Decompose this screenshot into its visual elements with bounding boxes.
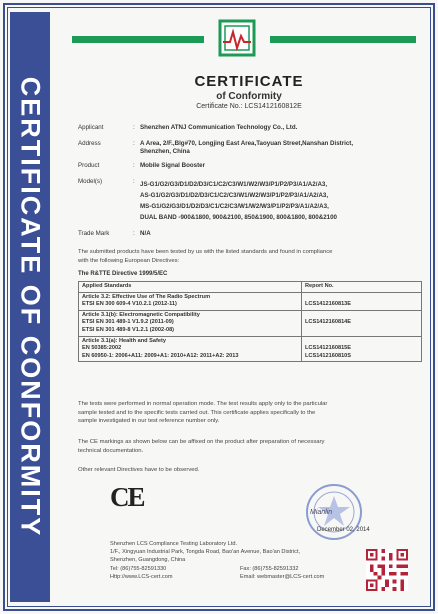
report-number: LCS1412160815E [305, 345, 352, 352]
applicant-label: Applicant [78, 124, 104, 131]
qr-code-icon [365, 549, 409, 591]
lcs-logo-icon [217, 18, 257, 60]
note-line: technical documentation. [78, 447, 144, 454]
note-line: sample investigated in our test reference number only. [78, 418, 220, 425]
signature: Mianlin [310, 509, 333, 516]
certificate-title: CERTIFICATE [194, 73, 304, 90]
directives-note: Other relevant Directives have to be observed. [78, 467, 200, 473]
lab-address-line-1: 1/F., Xingyuan Industrial Park, Tongda Road, Bao'an Avenue, Bao'an District, [110, 549, 301, 555]
ce-note-paragraph [78, 438, 420, 455]
side-banner-text: CERTIFICATE OF CONFORMITY [15, 76, 46, 538]
field-separator: : [133, 178, 135, 185]
table-row [79, 336, 422, 362]
note-line: sample tested and to the specific tests carried out. This certificate applies specifically to the [78, 409, 316, 416]
field-separator: : [133, 124, 135, 131]
intro-line: The submitted products have been tested by us with the listed standards and found in compliance [78, 249, 333, 255]
applicant-value: Shenzhen ATNJ Communication Technology Co., Ltd. [140, 124, 298, 131]
lab-fax: Fax: (86)755-82591332 [240, 566, 299, 572]
certificate-number-label: Certificate No.: [196, 103, 243, 110]
standards-cell [79, 336, 302, 362]
product-label: Product [78, 162, 100, 169]
standard-item: EN 60950-1: 2006+A11: 2009+A1: 2010+A12: 2011+A2: 2013 [82, 352, 239, 359]
address-line-2: Shenzhen, China [140, 148, 190, 155]
report-cell [302, 310, 422, 336]
standard-item: ETSI EN 300 609-4 V10.2.1 (2012-11) [82, 301, 177, 308]
table-row [79, 310, 422, 336]
report-number: LCS1412160813E [305, 301, 352, 308]
column-header-standards: Applied Standards [79, 282, 302, 293]
address-line-1: A Area, 2/F.,Blg#70, Longjing East Area,Taoyuan Street,Nanshan District, [140, 140, 354, 147]
standards-table [78, 281, 422, 362]
table-row [79, 292, 422, 310]
certificate-subtitle: of Conformity [216, 91, 282, 102]
models-label: Model(s) [78, 178, 103, 185]
standards-cell [79, 310, 302, 336]
report-cell [302, 292, 422, 310]
report-cell [302, 336, 422, 362]
lab-name: Shenzhen LCS Compliance Testing Laboratory Ltd. [110, 541, 238, 547]
test-note-paragraph [78, 400, 420, 426]
note-line: The tests were performed in normal operation mode. The test results apply only to the particular [78, 401, 328, 407]
lab-tel: Tel: (86)755-82591330 [110, 566, 167, 572]
article-heading: Article 3.1(a): Health and Safety [82, 337, 166, 344]
note-line: The CE markings as shown below can be affixed on the product after preparation of necessary [78, 439, 325, 445]
trademark-value: N/A [140, 230, 151, 237]
model-line: DUAL BAND -900&1800, 900&2100, 850&1900, 800&1800, 800&2100 [140, 214, 337, 221]
model-line: JS-G1/G2/G3/D1/D2/D3/C1/C2/C3/W1/W2/W3/P1/P2/P3/A1/A2/A3, [140, 181, 328, 188]
standard-item: ETSI EN 301 489-8 V1.2.1 (2002-08) [82, 326, 175, 333]
lab-address-line-2: Shenzhen, Guangdong, China [110, 557, 186, 563]
issue-date: December 02, 2014 [317, 527, 370, 533]
table-header-row [79, 282, 422, 293]
intro-paragraph [78, 248, 420, 265]
product-value: Mobile Signal Booster [140, 162, 205, 169]
standard-item: EN 50385:2002 [82, 345, 122, 352]
model-line: MS-G1/G2/G3/D1/D2/D3/C1/C2/C3/W1/W2/W3/P1/P2/P3/A1/A2/A3, [140, 203, 329, 210]
column-header-report: Report No. [302, 282, 422, 293]
certificate-number [60, 103, 438, 110]
field-separator: : [133, 162, 135, 169]
article-heading: Article 3.2: Effective Use of The Radio Spectrum [82, 293, 211, 300]
header-green-bar-right [270, 36, 416, 43]
lab-website: Http://www.LCS-cert.com [110, 574, 173, 580]
directive-title: The R&TTE Directive 1999/5/EC [78, 271, 168, 277]
intro-line: with the following European Directives: [78, 257, 180, 264]
header-green-bar-left [72, 36, 204, 43]
standard-item: ETSI EN 301 489-1 V1.9.2 (2011-09) [82, 319, 174, 326]
field-separator: : [133, 140, 135, 147]
certificate-number-value: LCS1412160812E [244, 103, 302, 110]
ce-mark-icon: CE [110, 482, 144, 512]
address-label: Address [78, 140, 101, 147]
field-separator: : [133, 230, 135, 237]
model-line: AS-G1/G2/G3/D1/D2/D3/C1/C2/C3/W1/W2/W3/P1/P2/P3/A1/A2/A3, [140, 192, 329, 199]
article-heading: Article 3.1(b): Electromagnetic Compatibility [82, 311, 200, 318]
report-number: LCS1412160814E [305, 319, 352, 326]
lab-email: Email: webmaster@LCS-cert.com [240, 574, 325, 580]
report-number: LCS1412160810S [305, 352, 352, 359]
standards-cell [79, 292, 302, 310]
trademark-label: Trade Mark [78, 230, 110, 237]
